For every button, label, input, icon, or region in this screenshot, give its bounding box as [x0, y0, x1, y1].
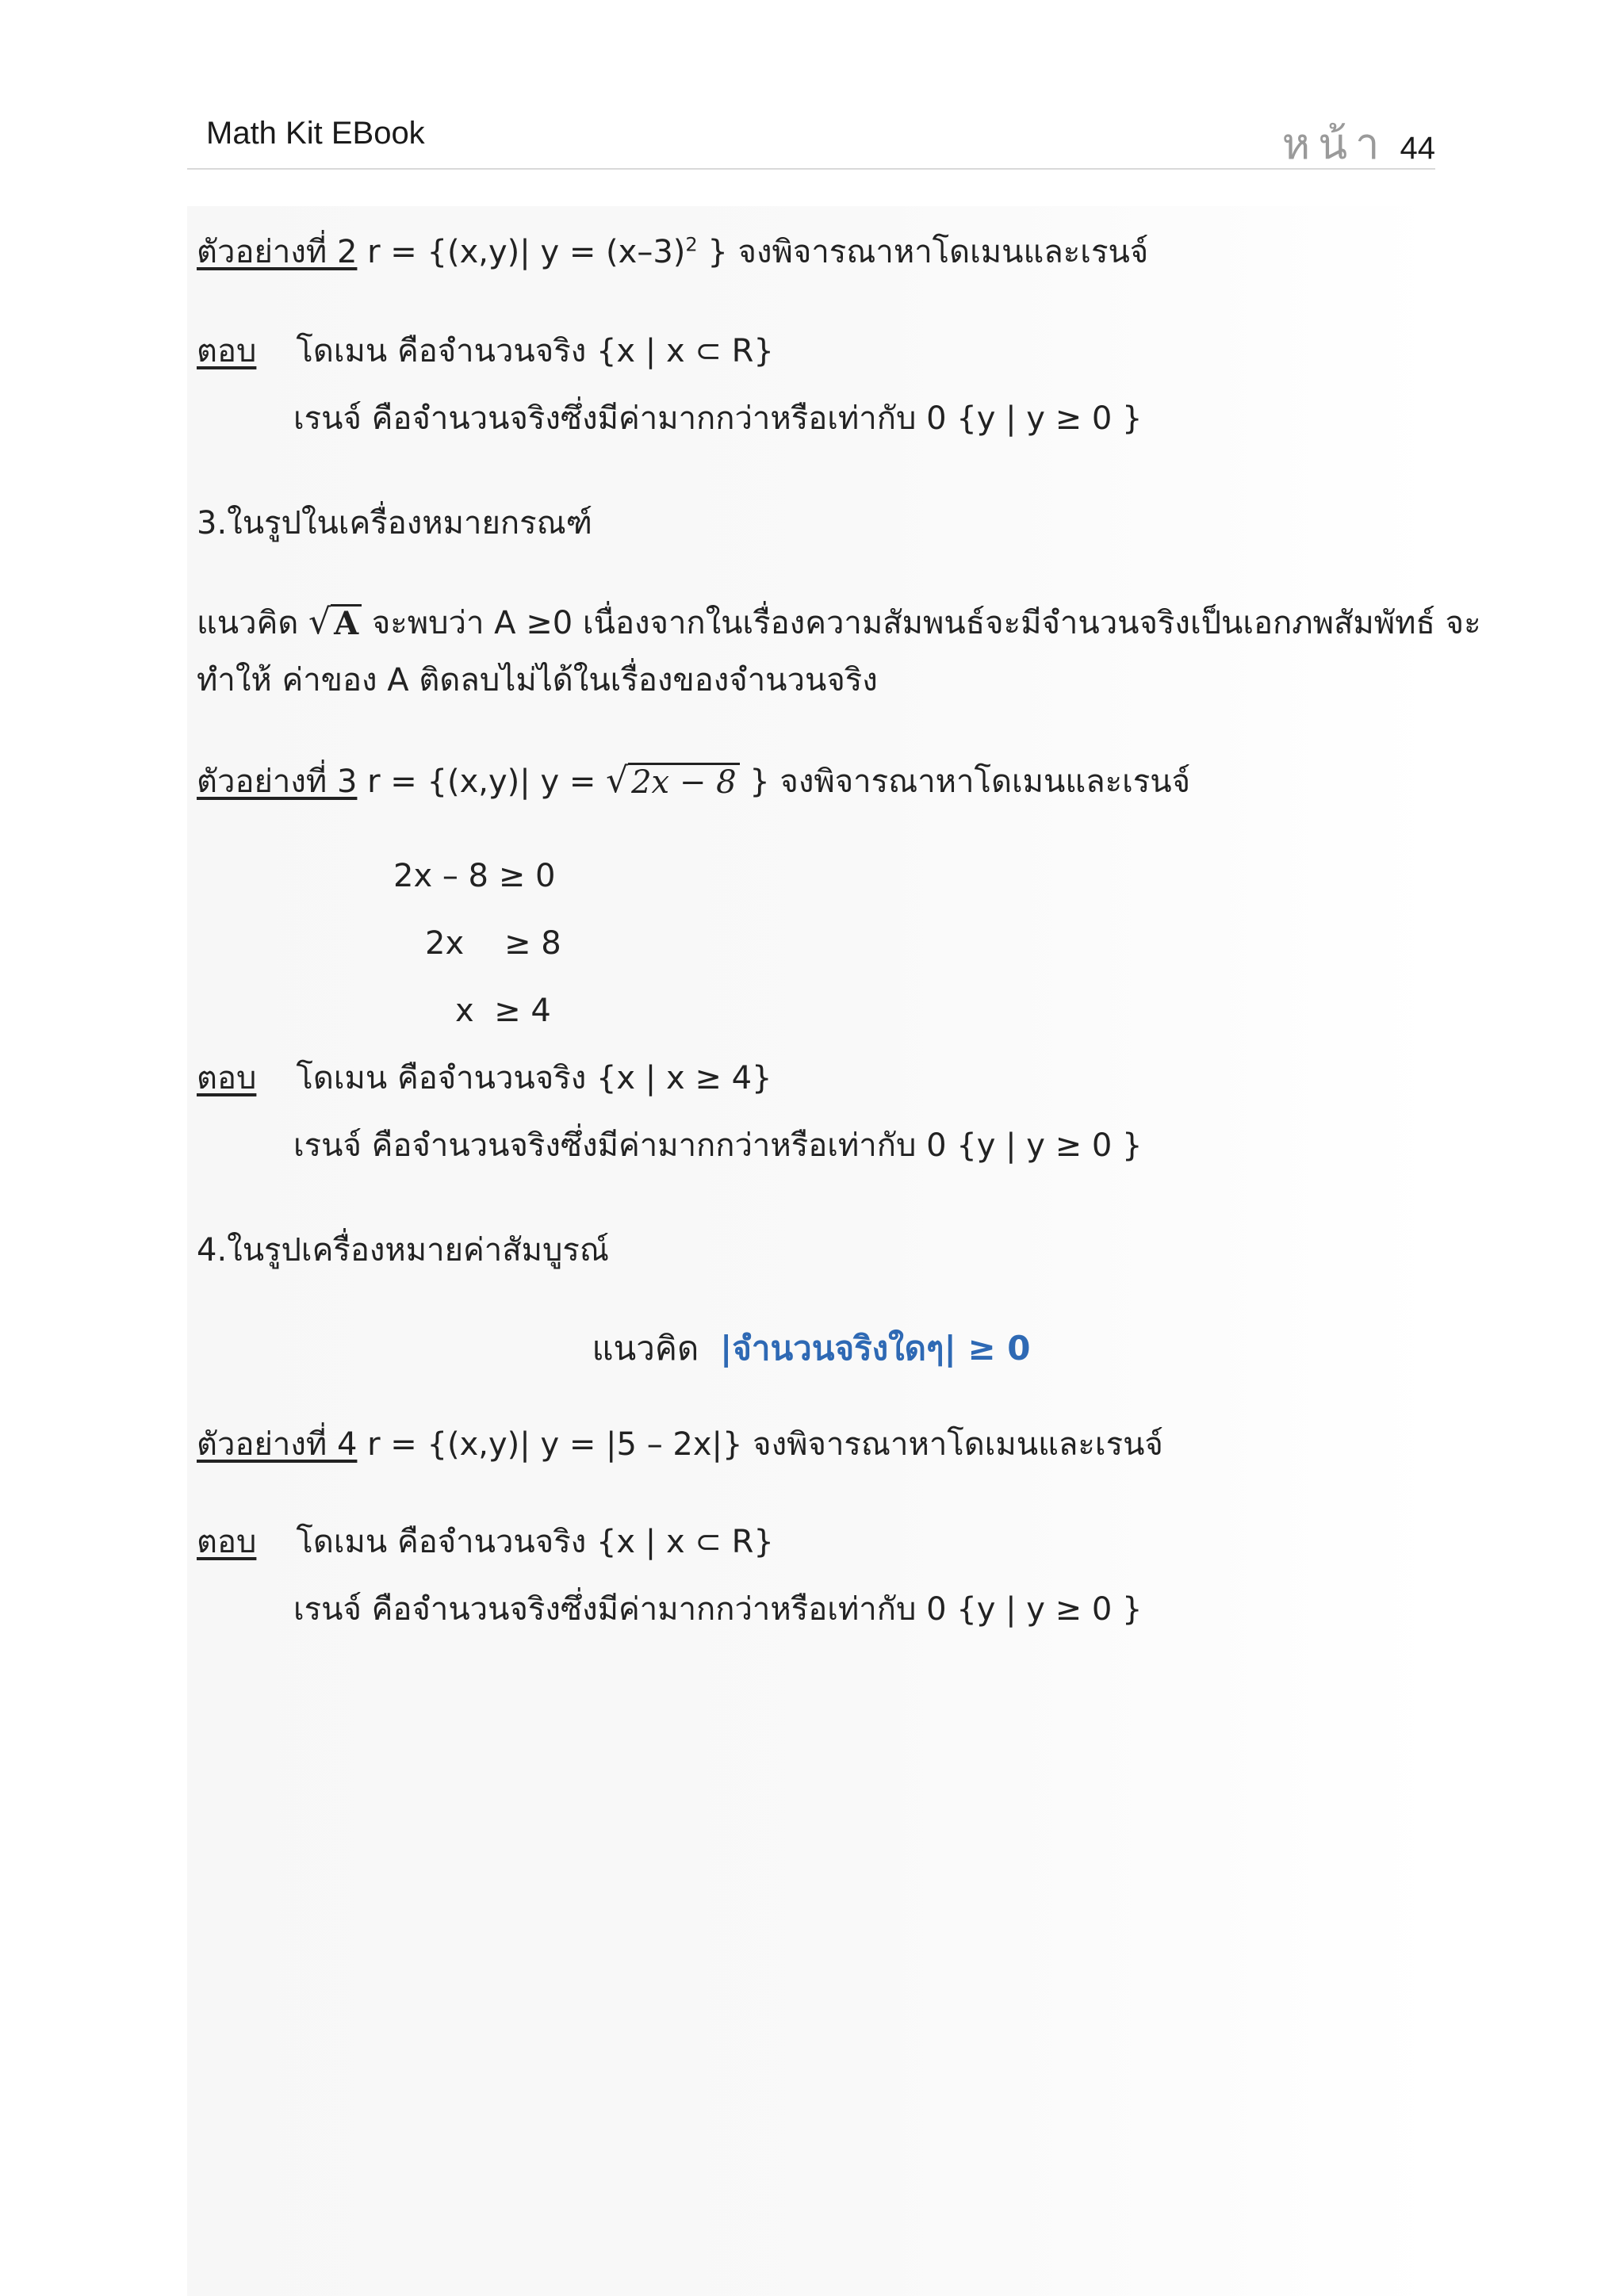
book-title: Math Kit EBook — [206, 116, 425, 151]
section-3-concept-line-2: ทำให้ ค่าของ A ติดลบไม่ได้ในเรื่องของจำนวนจริง — [197, 662, 878, 698]
example-2-exponent: 2 — [685, 233, 698, 256]
example-3-prefix: r = {(x,y)| y = — [357, 763, 607, 800]
example-4-answer-range: เรนจ์ คือจำนวนจริงซึ่งมีค่ามากกว่าหรือเท่ากับ 0 {y | y ≥ 0 } — [293, 1591, 1143, 1628]
section-4-heading: 4.ในรูปเครื่องหมายค่าสัมบูรณ์ — [197, 1232, 609, 1269]
section-3-concept-line-1 — [197, 604, 1481, 640]
page-indicator — [1282, 109, 1435, 178]
example-2-statement — [197, 233, 1149, 270]
example-3-answer-domain — [197, 1062, 772, 1094]
section-4-concept — [187, 1329, 1435, 1368]
page-header — [187, 109, 1435, 170]
page-word: หน้า — [1281, 119, 1388, 169]
example-4-statement — [197, 1426, 1163, 1463]
concept-label: แนวคิด — [592, 1329, 699, 1368]
solution-step-2: 2x ≥ 8 — [425, 925, 561, 962]
concept-rest: จะพบว่า A ≥0 เนื่องจากในเรื่องความสัมพนธ์จะมีจำนวนจริงเป็นเอกภพสัมพัทธ์ จะ — [362, 605, 1481, 641]
sqrt-expression: √ 2x − 8 — [606, 763, 739, 798]
example-4-rest: r = {(x,y)| y = |5 – 2x|} จงพิจารณาหาโดเมนและเรนจ์ — [357, 1426, 1163, 1463]
domain-text: โดเมน คือจำนวนจริง {x | x ≥ 4} — [296, 1060, 772, 1096]
example-4-answer-domain — [197, 1526, 774, 1558]
solution-step-3: x ≥ 4 — [455, 993, 551, 1029]
example-2-label: ตัวอย่างที่ 2 — [197, 234, 358, 270]
answer-label: ตอบ — [197, 1060, 257, 1096]
answer-label: ตอบ — [197, 333, 257, 369]
section-3-heading: 3.ในรูปในเครื่องหมายกรณฑ์ — [197, 505, 592, 541]
example-2-answer-range: เรนจ์ คือจำนวนจริงซึ่งมีค่ามากกว่าหรือเท่ากับ 0 {y | y ≥ 0 } — [293, 400, 1143, 437]
sqrt-radicand: 2x − 8 — [628, 763, 739, 798]
example-3-statement — [197, 760, 1191, 801]
page-number: 44 — [1400, 131, 1435, 166]
example-3-answer-range: เรนจ์ คือจำนวนจริงซึ่งมีค่ามากกว่าหรือเท่ากับ 0 {y | y ≥ 0 } — [293, 1127, 1143, 1164]
example-2-prefix: r = {(x,y)| y = (x–3) — [357, 234, 686, 270]
sqrt-a-expression: √ A — [308, 604, 362, 640]
sqrt-radicand: A — [331, 604, 362, 640]
concept-highlight: |จำนวนจริงใดๆ| ≥ 0 — [719, 1329, 1031, 1368]
answer-label: ตอบ — [197, 1524, 257, 1560]
concept-prefix: แนวคิด — [197, 605, 309, 641]
domain-text: โดเมน คือจำนวนจริง {x | x ⊂ R} — [296, 1524, 774, 1560]
example-4-label: ตัวอย่างที่ 4 — [197, 1426, 358, 1463]
example-3-suffix: } จงพิจารณาหาโดเมนและเรนจ์ — [739, 763, 1191, 800]
example-2-answer-domain — [197, 335, 774, 367]
solution-step-1: 2x – 8 ≥ 0 — [393, 858, 556, 894]
domain-text: โดเมน คือจำนวนจริง {x | x ⊂ R} — [296, 333, 774, 369]
example-3-label: ตัวอย่างที่ 3 — [197, 763, 358, 800]
example-2-suffix: } จงพิจารณาหาโดเมนและเรนจ์ — [697, 234, 1149, 270]
